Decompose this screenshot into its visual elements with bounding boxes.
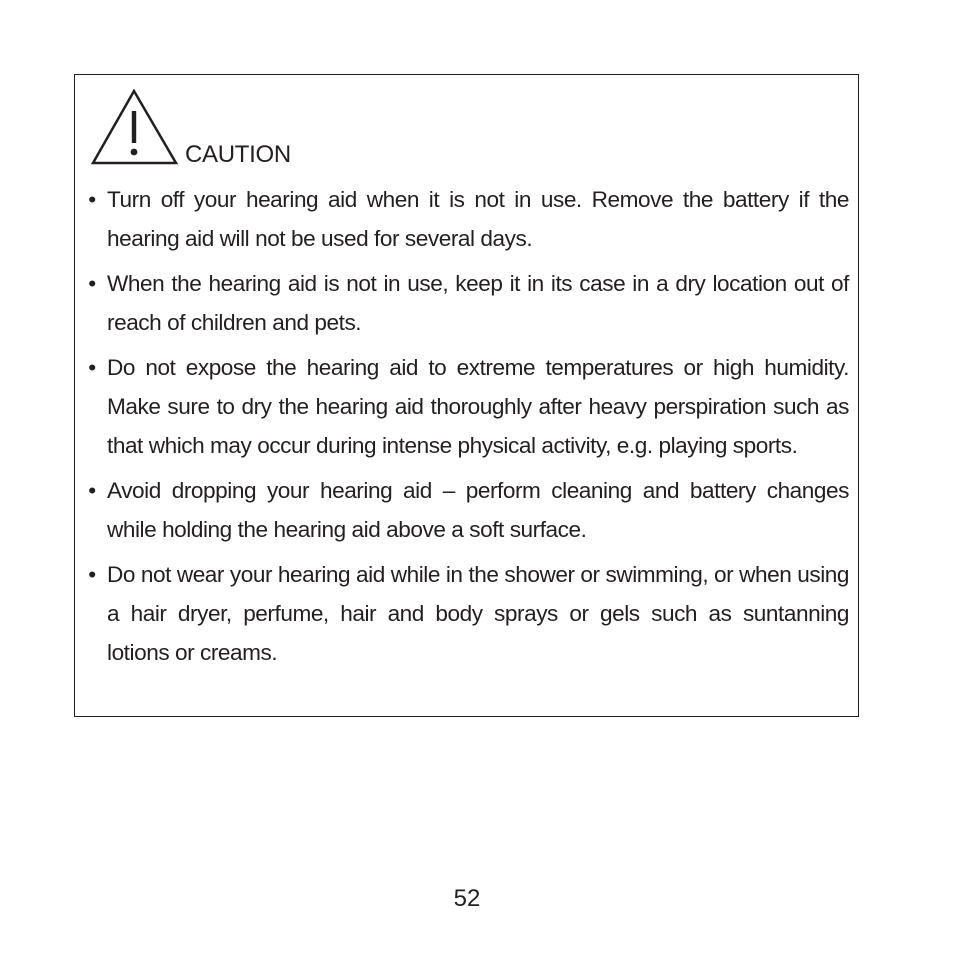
caution-item (85, 180, 849, 259)
caution-item (85, 471, 849, 550)
caution-item-text: Avoid dropping your hearing aid – perform cleaning and battery changes while holding the hearing aid above a soft surface. (107, 477, 849, 543)
caution-item (85, 348, 849, 466)
caution-item-text: Turn off your hearing aid when it is not in use. Remove the battery if the hearing aid will not be used for several days. (107, 187, 849, 252)
bullet-icon: • (88, 354, 96, 380)
caution-list (85, 180, 849, 678)
caution-header (91, 89, 491, 169)
bullet-icon: • (88, 270, 96, 296)
caution-item-text: When the hearing aid is not in use, keep it in its case in a dry location out of reach of children and pets. (107, 270, 849, 336)
bullet-icon: • (88, 561, 96, 587)
bullet-icon: • (88, 187, 96, 212)
caution-item (85, 555, 849, 673)
caution-box (74, 74, 859, 717)
page-number: 52 (453, 885, 481, 912)
caution-item-text: Do not wear your hearing aid while in the shower or swimming, or when using a hair dryer, perfume, hair and body sprays or gels such as suntanning lotions or creams. (107, 561, 849, 666)
warning-triangle-icon (91, 89, 181, 169)
caution-item-text: Do not expose the hearing aid to extreme temperatures or high humidity. Make sure to dry the hearing aid thoroughly after heavy perspiration such as that which may occur during intense physical activity, e.g. playing sports. (107, 354, 849, 459)
caution-item (85, 264, 849, 343)
bullet-icon: • (88, 477, 96, 503)
caution-title: CAUTION (185, 141, 291, 168)
